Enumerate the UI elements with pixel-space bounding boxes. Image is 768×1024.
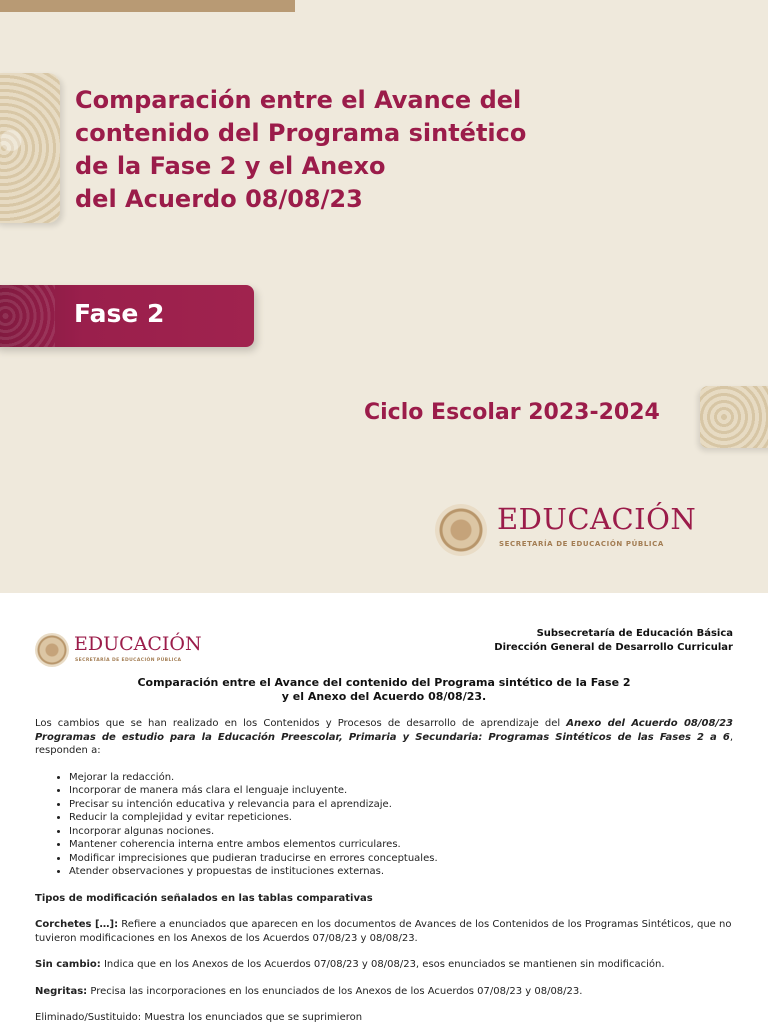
document-title-line: Comparación entre el Avance del contenido del Programa sintético de la Fase 2 xyxy=(137,676,631,689)
definition-text: Refiere a enunciados que aparecen en los documentos de Avances de los Contenidos de los Programas Sintéticos, que no tuvieron modificaciones en los Anexos de los Acuerdos 07/08/23 y 08/08/23. xyxy=(35,919,732,944)
national-seal-icon xyxy=(435,504,487,556)
header-line: Dirección General de Desarrollo Curricular xyxy=(494,642,733,653)
logo-subtitle: SECRETARÍA DE EDUCACIÓN PÚBLICA xyxy=(499,540,664,548)
definition-term: Sin cambio: xyxy=(35,959,101,970)
intro-emphasis: Anexo del Acuerdo 08/08/23 Programas de estudio para la Educación Preescolar, Primaria y Secundaria: Programas Sintéticos de las Fases 2 a 6 xyxy=(35,718,733,743)
education-logo-small xyxy=(35,633,215,673)
definition-text: Precisa las incorporaciones en los enunciados de los Anexos de los Acuerdos 07/08/23 y 08/08/23. xyxy=(87,985,583,997)
logo-subtitle: SECRETARÍA DE EDUCACIÓN PÚBLICA xyxy=(75,658,182,663)
cover-title-line: de la Fase 2 y el Anexo xyxy=(75,152,386,180)
list-item: • Modificar imprecisiones que pudieran traducirse en errores conceptuales. xyxy=(69,852,733,866)
section-heading: Tipos de modificación señalados en las tablas comparativas xyxy=(35,892,373,904)
list-item: • Incorporar de manera más clara el lenguaje incluyente. xyxy=(69,784,733,798)
list-item: • Incorporar algunas nociones. xyxy=(69,825,733,839)
intro-text: Los cambios que se han realizado en los Contenidos y Procesos de desarrollo de aprendizaje del xyxy=(35,718,567,729)
definition-term: Corchetes […]: xyxy=(35,919,119,930)
document-body xyxy=(35,717,733,1024)
cover-title xyxy=(75,84,635,216)
list-item: • Precisar su intención educativa y relevancia para el aprendizaje. xyxy=(69,798,733,812)
cover-title-line: contenido del Programa sintético xyxy=(75,119,527,147)
cover-title-line: del Acuerdo 08/08/23 xyxy=(75,185,363,213)
logo-wordmark: EDUCACIÓN xyxy=(497,502,697,536)
top-accent-bar xyxy=(0,0,295,12)
logo-wordmark: EDUCACIÓN xyxy=(74,633,202,655)
document-page xyxy=(0,593,768,1024)
document-title-line: y el Anexo del Acuerdo 08/08/23. xyxy=(281,690,487,703)
list-item: • Mantener coherencia interna entre ambos elementos curriculares. xyxy=(69,838,733,852)
badge-pattern xyxy=(0,285,55,347)
intro-text-end: , responden a: xyxy=(35,731,733,756)
phase-label: Fase 2 xyxy=(74,299,165,328)
document-title xyxy=(35,676,733,704)
school-year: Ciclo Escolar 2023-2024 xyxy=(364,400,660,425)
definition-bold xyxy=(35,985,733,999)
cut-off-line: Eliminado/Sustituido: Muestra los enunciados que se suprimieron xyxy=(35,1012,363,1023)
intro-paragraph xyxy=(35,717,733,758)
list-item: • Atender observaciones y propuestas de instituciones externas. xyxy=(69,865,733,879)
definition-no-change xyxy=(35,958,733,972)
definition-brackets xyxy=(35,918,733,945)
definition-term: Negritas: xyxy=(35,985,88,997)
national-seal-icon xyxy=(35,633,69,667)
decorative-pattern-left xyxy=(0,73,60,223)
cover-title-line: Comparación entre el Avance del xyxy=(75,86,522,114)
phase-badge xyxy=(0,285,254,347)
change-list xyxy=(35,771,733,879)
list-item: • Mejorar la redacción. xyxy=(69,771,733,785)
education-logo xyxy=(435,500,705,560)
list-item: • Reducir la complejidad y evitar repeticiones. xyxy=(69,811,733,825)
definition-text: Indica que en los Anexos de los Acuerdos 07/08/23 y 08/08/23, esos enunciados se mantienen sin modificación. xyxy=(100,959,665,970)
header-line: Subsecretaría de Educación Básica xyxy=(536,628,733,639)
decorative-pattern-right xyxy=(700,386,768,448)
header-department xyxy=(494,627,733,655)
